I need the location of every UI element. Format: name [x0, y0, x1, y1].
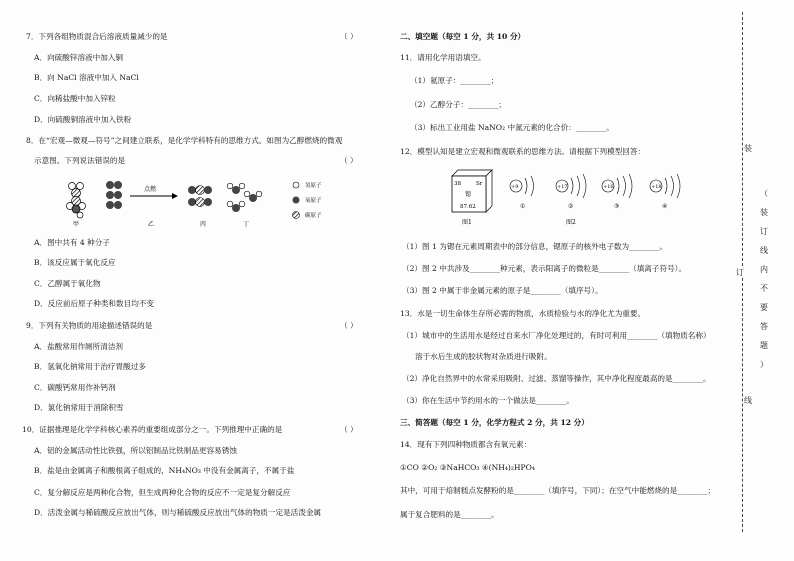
q7-option-a: A．向硫酸锌溶液中加入铜 [34, 53, 124, 62]
atom-3-index: ③ [614, 203, 620, 210]
q7-paren: （ ） [340, 32, 358, 41]
periodic-table-cell [452, 170, 492, 212]
q9-stem: 9．下列有关物质的用途描述错误的是 [26, 321, 153, 330]
diagram-legend [293, 181, 323, 219]
atom-4-index: ④ [662, 203, 668, 210]
seal-char: 内 [760, 265, 768, 274]
q9-option-c: C．碳酸钙常用作补钙剂 [34, 383, 116, 392]
binding-mark-bottom: 线 [744, 396, 752, 405]
molecule-water [227, 183, 262, 212]
molecule-co2 [188, 186, 212, 207]
label-ding: 丁 [243, 221, 250, 228]
seal-char: 答 [760, 322, 768, 331]
q8-stem-1: 8．在“宏观—微观—符号”之间建立联系，是化学学科特有的思维方式。如图为乙醇燃烧的微观 [26, 136, 343, 145]
legend-carbon: 碳原子 [305, 213, 322, 219]
q8-stem-2: 示意图。下列说法错误的是 [34, 156, 126, 165]
q14-a: 其中，可用于焙制糕点发酵粉的是________（填序号，下同）；在空气中能燃烧的是________； [400, 486, 716, 495]
q8-option-c: C．乙醇属于氧化物 [34, 279, 101, 288]
atom-3 [602, 174, 632, 210]
q13-stem: 13．水是一切生命体生存所必需的物质，水质检验与水的净化尤为重要。 [400, 309, 646, 318]
q11-a: （1）氦原子：________； [410, 76, 499, 85]
q8-paren: （ ） [340, 156, 358, 165]
atom-3-nucleus: +16 [603, 184, 614, 190]
q12-a: （1）图 1 为锶在元素周期表中的部分信息，锶原子的核外电子数为________。 [402, 242, 668, 251]
q10-stem: 10．证据推理是化学学科核心素养的重要组成部分之一。下列推理中正确的是 [22, 425, 283, 434]
legend-hydrogen: 氢原子 [305, 183, 322, 189]
seal-char: 装 [760, 208, 768, 217]
seal-char: ） [760, 360, 768, 369]
q9-paren: （ ） [340, 321, 358, 330]
arrow-label: 点燃 [144, 186, 157, 193]
q13-a: （1）城市中的生活用水是经过自来水厂净化处理过的，有时可利用________（填物质名称） [402, 331, 711, 340]
ethanol-combustion-diagram [60, 176, 360, 228]
q10-option-c: C．复分解反应是两种化合物，但生成两种化合物的反应不一定是复分解反应 [34, 488, 291, 497]
q8-option-b: B．该反应属于氧化反应 [34, 258, 116, 267]
q7-option-b: B．向 NaCl 溶液中加入 NaCl [34, 73, 139, 82]
atom-2-index: ② [568, 203, 574, 210]
q12-b: （2）图 2 中共涉及________种元素，表示阳离子的微粒是________（填离子符号）。 [402, 264, 687, 273]
q12-figures [440, 168, 702, 230]
fig1-label: 图1 [462, 219, 472, 226]
seal-char: 订 [760, 227, 768, 236]
molecule-ethanol [67, 183, 86, 219]
label-bing: 丙 [200, 221, 207, 228]
label-jia: 甲 [73, 221, 80, 228]
q13-c: （3）你在生活中节约用水的一个做法是________。 [402, 396, 574, 405]
q7-stem: 7．下列各组物质混合后溶液质量减少的是 [26, 32, 168, 41]
q11-b: （2）乙醇分子：________； [410, 100, 506, 109]
fig2-label: 图2 [566, 219, 576, 226]
atom-1 [510, 176, 534, 210]
atom-4-nucleus: +18 [651, 184, 662, 190]
q12-c: （3）图 2 中属于非金属元素的原子是________（填序号）。 [402, 286, 603, 295]
q14-list: ①CO ②O₂ ③NaHCO₃ ④(NH₄)₂HPO₄ [400, 463, 535, 472]
q14-stem: 14．现有下列四种物质都含有氧元素： [400, 440, 532, 449]
q14-b: 属于复合肥料的是________。 [400, 510, 499, 519]
q13-a2: 溶于水后生成的胶状物对杂质进行吸附。 [415, 352, 552, 361]
q12-stem: 12．模型认知是建立宏观和微观联系的思维方法。请根据下列模型回答： [400, 147, 646, 156]
section-3-heading: 三、简答题（每空 1 分，化学方程式 2 分，共 12 分） [400, 418, 589, 427]
atomic-number: 38 [454, 181, 461, 187]
q7-option-d: D．向硫酸铜溶液中加入铁粉 [34, 115, 132, 124]
seal-char: 线 [760, 246, 768, 255]
section-2-heading: 二、填空题（每空 1 分，共 10 分） [400, 32, 526, 41]
q9-option-d: D．氯化钠常用于消除积雪 [34, 403, 124, 412]
element-symbol: Sr [476, 181, 483, 187]
q13-b: （2）净化自然界中的水常采用吸附、过滤、蒸馏等操作，其中净化程度最高的是________。 [402, 374, 711, 383]
q10-option-b: B．盐是由金属离子和酸根离子组成的，NH₄NO₃ 中没有金属离子，不属于盐 [34, 466, 295, 475]
q10-option-a: A．铝的金属活动性比铁强，所以铝制品比铁制品更容易锈蚀 [34, 446, 237, 455]
legend-oxygen: 氧原子 [305, 198, 322, 204]
binding-warning [756, 184, 772, 374]
seal-char: 不 [760, 284, 768, 293]
seal-char: （ [760, 189, 768, 198]
binding-mark-mid: 订 [736, 268, 744, 277]
seal-char: 题 [760, 341, 768, 350]
q10-paren: （ ） [340, 425, 358, 434]
q8-option-d: D．反应前后原子种类和数目均不变 [34, 299, 154, 308]
seal-char: 要 [760, 303, 768, 312]
q11-stem: 11．请用化学用语填空。 [400, 53, 486, 62]
atom-2 [556, 174, 586, 210]
label-yi: 乙 [148, 221, 155, 228]
atom-1-nucleus: +9 [511, 184, 519, 190]
q9-option-b: B．氢氧化钠常用于治疗胃酸过多 [34, 362, 146, 371]
atom-2-nucleus: +17 [557, 184, 568, 190]
q7-option-c: C．向稀盐酸中加入锌粒 [34, 94, 116, 103]
element-name: 锶 [465, 191, 472, 198]
atomic-mass: 87.62 [460, 204, 476, 210]
atom-1-index: ① [520, 203, 526, 210]
q9-option-a: A．盐酸常用作厕所清洁剂 [34, 342, 124, 351]
q11-c: （3）标出工业用盐 NaNO₂ 中氮元素的化合价：________。 [410, 123, 614, 132]
atom-4 [650, 174, 680, 210]
molecule-oxygen [106, 181, 122, 209]
q10-option-d: D．活泼金属与稀硫酸反应放出气体，则与稀硫酸反应放出气体的物质一定是活泼金属 [34, 508, 322, 517]
q8-option-a: A．图中共有 4 种分子 [34, 238, 110, 247]
binding-mark-top: 装 [744, 144, 752, 153]
